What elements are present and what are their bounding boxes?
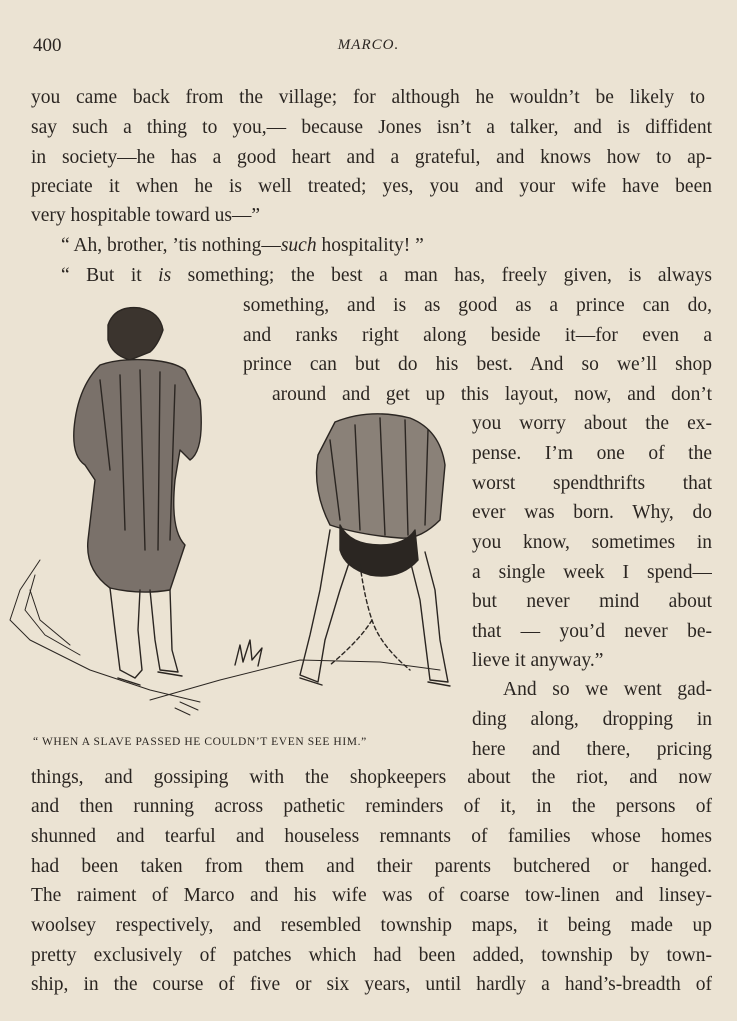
text-segment: a single week I spend— xyxy=(472,563,712,583)
text-line xyxy=(31,177,712,199)
italic-text: such xyxy=(280,235,317,256)
text-segment: you came back from the village; for although he wouldn’t be likely to xyxy=(31,88,705,108)
text-segment: but never mind about xyxy=(472,592,712,612)
text-segment: had been taken from them and their parents butchered or hanged. xyxy=(31,857,712,877)
text-line xyxy=(472,740,712,762)
text-segment: pense. I’m one of the xyxy=(472,444,712,464)
text-segment: very hospitable toward us—” xyxy=(31,205,261,226)
text-segment: and then running across pathetic reminders of it, in the persons of xyxy=(31,797,712,817)
text-line xyxy=(472,503,712,525)
text-segment: worst spendthrifts that xyxy=(472,474,712,494)
text-line xyxy=(472,563,712,585)
text-line xyxy=(31,886,712,908)
page-number: 400 xyxy=(33,35,62,56)
text-line xyxy=(31,916,712,938)
text-segment: something; the best a man has, freely given, is always xyxy=(171,266,712,286)
text-line xyxy=(31,148,712,170)
text-line xyxy=(472,710,712,732)
text-segment: “ But it xyxy=(61,266,159,286)
text-segment: and ranks right along beside it—for even a xyxy=(243,326,712,346)
text-line xyxy=(61,266,712,288)
text-segment: preciate it when he is well treated; yes, you and your wife have been xyxy=(31,177,712,197)
text-segment: woolsey respectively, and resembled township maps, it being made up xyxy=(31,916,712,936)
text-segment: ever was born. Why, do xyxy=(472,503,712,523)
text-segment: lieve it anyway.” xyxy=(472,650,604,671)
text-line xyxy=(472,592,712,614)
text-line xyxy=(31,975,712,997)
text-line xyxy=(503,680,712,702)
text-segment: hospitality! ” xyxy=(316,235,424,256)
text-segment: something, and is as good as a prince can do, xyxy=(243,296,712,316)
text-segment: pretty exclusively of patches which had been added, township by town- xyxy=(31,946,712,966)
slave-illustration xyxy=(0,290,470,720)
text-line xyxy=(31,206,260,226)
text-segment: you know, sometimes in xyxy=(472,533,712,553)
text-segment: here and there, pricing xyxy=(472,740,712,760)
ground-shading xyxy=(10,560,440,715)
text-line xyxy=(31,118,712,140)
text-segment: And so we went gad- xyxy=(503,680,712,700)
text-line xyxy=(61,236,424,256)
text-line xyxy=(472,651,603,671)
text-line xyxy=(31,797,712,819)
text-line xyxy=(472,444,712,466)
text-line xyxy=(472,414,712,436)
text-line xyxy=(31,88,705,110)
text-line xyxy=(31,946,712,968)
grass-tuft xyxy=(235,640,262,666)
illustration-caption: “ WHEN A SLAVE PASSED HE COULDN’T EVEN SEE HIM.” xyxy=(33,736,367,748)
text-segment: say such a thing to you,— because Jones isn’t a talker, and is diffident xyxy=(31,118,712,138)
text-segment: in society—he has a good heart and a grateful, and knows how to ap- xyxy=(31,148,712,168)
text-segment: you worry about the ex- xyxy=(472,414,712,434)
text-line xyxy=(31,768,712,790)
text-line xyxy=(31,857,712,879)
running-title: MARCO. xyxy=(337,37,400,53)
text-line xyxy=(472,474,712,496)
text-segment: ding along, dropping in xyxy=(472,710,712,730)
standing-man xyxy=(74,308,202,685)
bent-man xyxy=(300,414,450,686)
text-segment: around and get up this layout, now, and don’t xyxy=(272,385,712,405)
text-segment: ship, in the course of five or six years, until hardly a hand’s-breadth of xyxy=(31,975,712,995)
text-segment: things, and gossiping with the shopkeepers about the riot, and now xyxy=(31,768,712,788)
text-segment: that — you’d never be- xyxy=(472,622,712,642)
text-line xyxy=(472,533,712,555)
text-segment: The raiment of Marco and his wife was of coarse tow-linen and linsey- xyxy=(31,886,712,906)
text-line xyxy=(472,622,712,644)
text-line xyxy=(31,827,712,849)
text-segment: “ Ah, brother, ’tis nothing— xyxy=(61,235,281,256)
text-segment: shunned and tearful and houseless remnants of families whose homes xyxy=(31,827,712,847)
italic-text: is xyxy=(158,266,172,286)
text-segment: prince can but do his best. And so we’ll shop xyxy=(243,355,712,375)
